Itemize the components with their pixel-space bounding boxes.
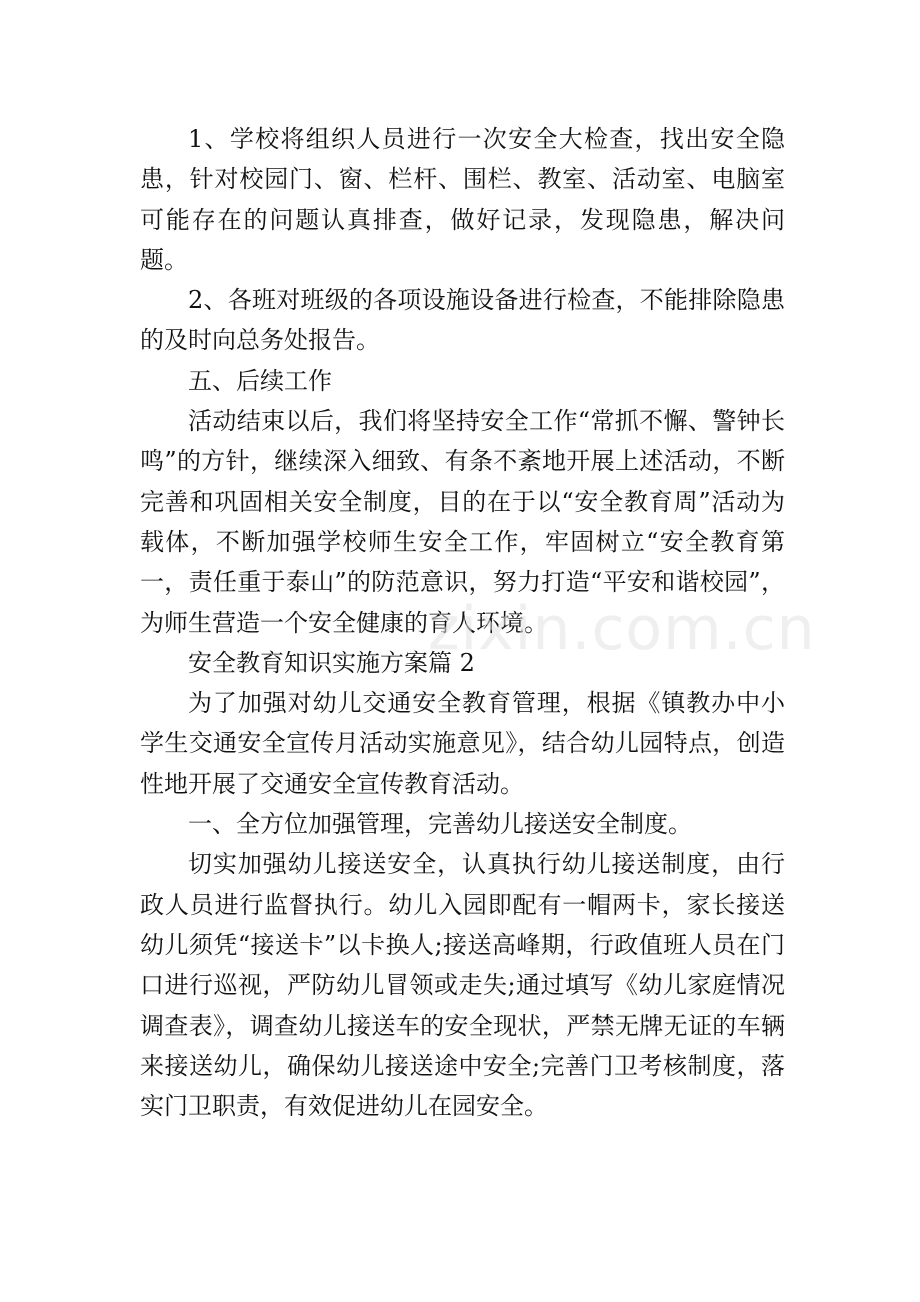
paragraph-class-facility-check: 2、各班对班级的各项设施设备进行检查，不能排除隐患的及时向总务处报告。 [140, 286, 785, 355]
paragraph-follow-up-work: 活动结束以后，我们将坚持安全工作“常抓不懈、警钟长鸣”的方针，继续深入细致、有条不紊地开展上述活动，不断完善和巩固相关安全制度，目的在于以“安全教育周”活动为载体，不断加强学校师生安全工作，牢固树立“安全教育第一，责任重于泰山”的防范意识，努力打造“平安和谐校园”，为师生营造一个安全健康的育人环境。 [140, 407, 785, 637]
section-heading-management: 一、全方位加强管理，完善幼儿接送安全制度。 [188, 810, 692, 839]
watermark: zixin.com.cn [428, 594, 816, 664]
article-title-plan-2: 安全教育知识实施方案篇 2 [188, 648, 475, 677]
paragraph-pickup-safety: 切实加强幼儿接送安全，认真执行幼儿接送制度，由行政人员进行监督执行。幼儿入园即配有一帽两卡，家长接送幼儿须凭“接送卡”以卡换人;接送高峰期，行政值班人员在门口进行巡视，严防幼儿冒领或走失;通过填写《幼儿家庭情况调查表》，调查幼儿接送车的安全现状，严禁无牌无证的车辆来接送幼儿，确保幼儿接送途中安全;完善门卫考核制度，落实门卫职责，有效促进幼儿在园安全。 [140, 850, 785, 1121]
paragraph-safety-inspection: 1、学校将组织人员进行一次安全大检查，找出安全隐患，针对校园门、窗、栏杆、围栏、教室、活动室、电脑室可能存在的问题认真排查，做好记录，发现隐患，解决问题。 [140, 125, 785, 274]
document-body [140, 119, 785, 1126]
section-heading-follow-up: 五、后续工作 [188, 366, 332, 395]
paragraph-traffic-safety-intro: 为了加强对幼儿交通安全教育管理，根据《镇教办中小学生交通安全宣传月活动实施意见》，结合幼儿园特点，创造性地开展了交通安全宣传教育活动。 [140, 689, 785, 798]
